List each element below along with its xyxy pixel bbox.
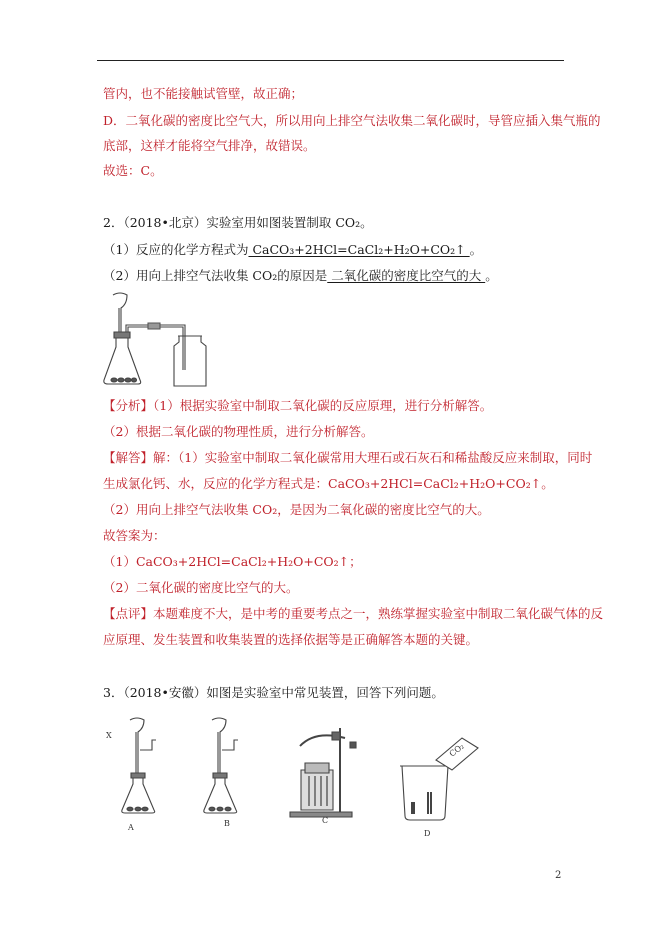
q2-sub1-answer: CaCO₃+2HCl=CaCl₂+H₂O+CO₂↑	[248, 242, 470, 257]
q2-sub2	[103, 268, 498, 284]
q2-sub1-prefix: （1）反应的化学方程式为	[103, 242, 249, 257]
prev-choice: 故选：C。	[103, 163, 163, 178]
prev-text-line: D．二氧化碳的密度比空气大，所以用向上排空气法收集二氧化碳时，导管应插入集气瓶的	[103, 113, 601, 128]
q2-header: 2．（2018•北京）实验室用如图装置制取 CO₂。	[103, 215, 373, 230]
apparatus-a	[122, 718, 156, 813]
label-c: C	[322, 816, 329, 825]
lab-apparatus-figure	[100, 718, 480, 838]
q2-sub2-answer: 二氧化碳的密度比空气的大	[327, 268, 486, 283]
q2-answer-1: （1）CaCO₃+2HCl=CaCl₂+H₂O+CO₂↑；	[103, 554, 362, 569]
erlenmeyer-flask-icon	[104, 338, 141, 384]
q2-solution-3: （2）用向上排空气法收集 CO₂，是因为二氧化碳的密度比空气的大。	[103, 502, 490, 517]
gas-collecting-bottle-icon	[174, 336, 206, 386]
q3-header: 3．（2018•安徽）如图是实验室中常见装置，回答下列问题。	[103, 685, 444, 700]
apparatus-c	[290, 728, 356, 817]
q2-analysis-1: 【分析】（1）根据实验室中制取二氧化碳的反应原理，进行分析解答。	[103, 398, 493, 413]
q2-sub2-prefix: （2）用向上排空气法收集 CO₂的原因是	[103, 268, 328, 283]
label-x: X	[106, 731, 112, 740]
label-d: D	[424, 829, 431, 838]
q2-sub1	[103, 242, 482, 258]
q2-solution-1: 【解答】解：（1）实验室中制取二氧化碳常用大理石或石灰石和稀盐酸反应来制取，同时	[103, 450, 593, 465]
q2-answer-title: 故答案为：	[103, 528, 166, 543]
prev-text-line: 管内，也不能接触试管壁，故正确；	[103, 86, 304, 101]
q2-answer-2: （2）二氧化碳的密度比空气的大。	[103, 580, 299, 595]
apparatus-b	[204, 718, 238, 813]
q2-analysis-2: （2）根据二氧化碳的物理性质，进行分析解答。	[103, 424, 374, 439]
funnel-icon	[130, 718, 144, 773]
q2-sub2-suffix: 。	[485, 268, 498, 283]
q2-sub1-suffix: 。	[469, 242, 483, 257]
funnel-icon	[113, 293, 127, 332]
prev-text-line: 底部，这样才能将空气排净，故错误。	[103, 138, 316, 153]
q2-comment-2: 应原理、发生装置和收集装置的选择依据等是正确解答本题的关键。	[103, 632, 479, 647]
co2-apparatus-figure	[100, 292, 215, 392]
apparatus-d	[400, 738, 478, 820]
q2-solution-2: 生成氯化钙、水，反应的化学方程式是：CaCO₃+2HCl=CaCl₂+H₂O+CO₂↑。	[103, 476, 554, 491]
page-number: 2	[555, 870, 562, 881]
iron-stand-base	[290, 812, 352, 817]
label-a: A	[128, 823, 134, 832]
alcohol-lamp-stand	[301, 770, 333, 810]
q2-comment-1: 【点评】本题难度不大，是中考的重要考点之一，熟练掌握实验室中制取二氧化碳气体的反	[103, 606, 604, 621]
funnel-icon	[212, 718, 226, 773]
label-b: B	[224, 819, 230, 828]
beaker-icon	[402, 766, 448, 820]
header-rule	[97, 60, 564, 61]
label-co2: CO₂	[447, 741, 466, 759]
delivery-tube	[126, 325, 185, 370]
